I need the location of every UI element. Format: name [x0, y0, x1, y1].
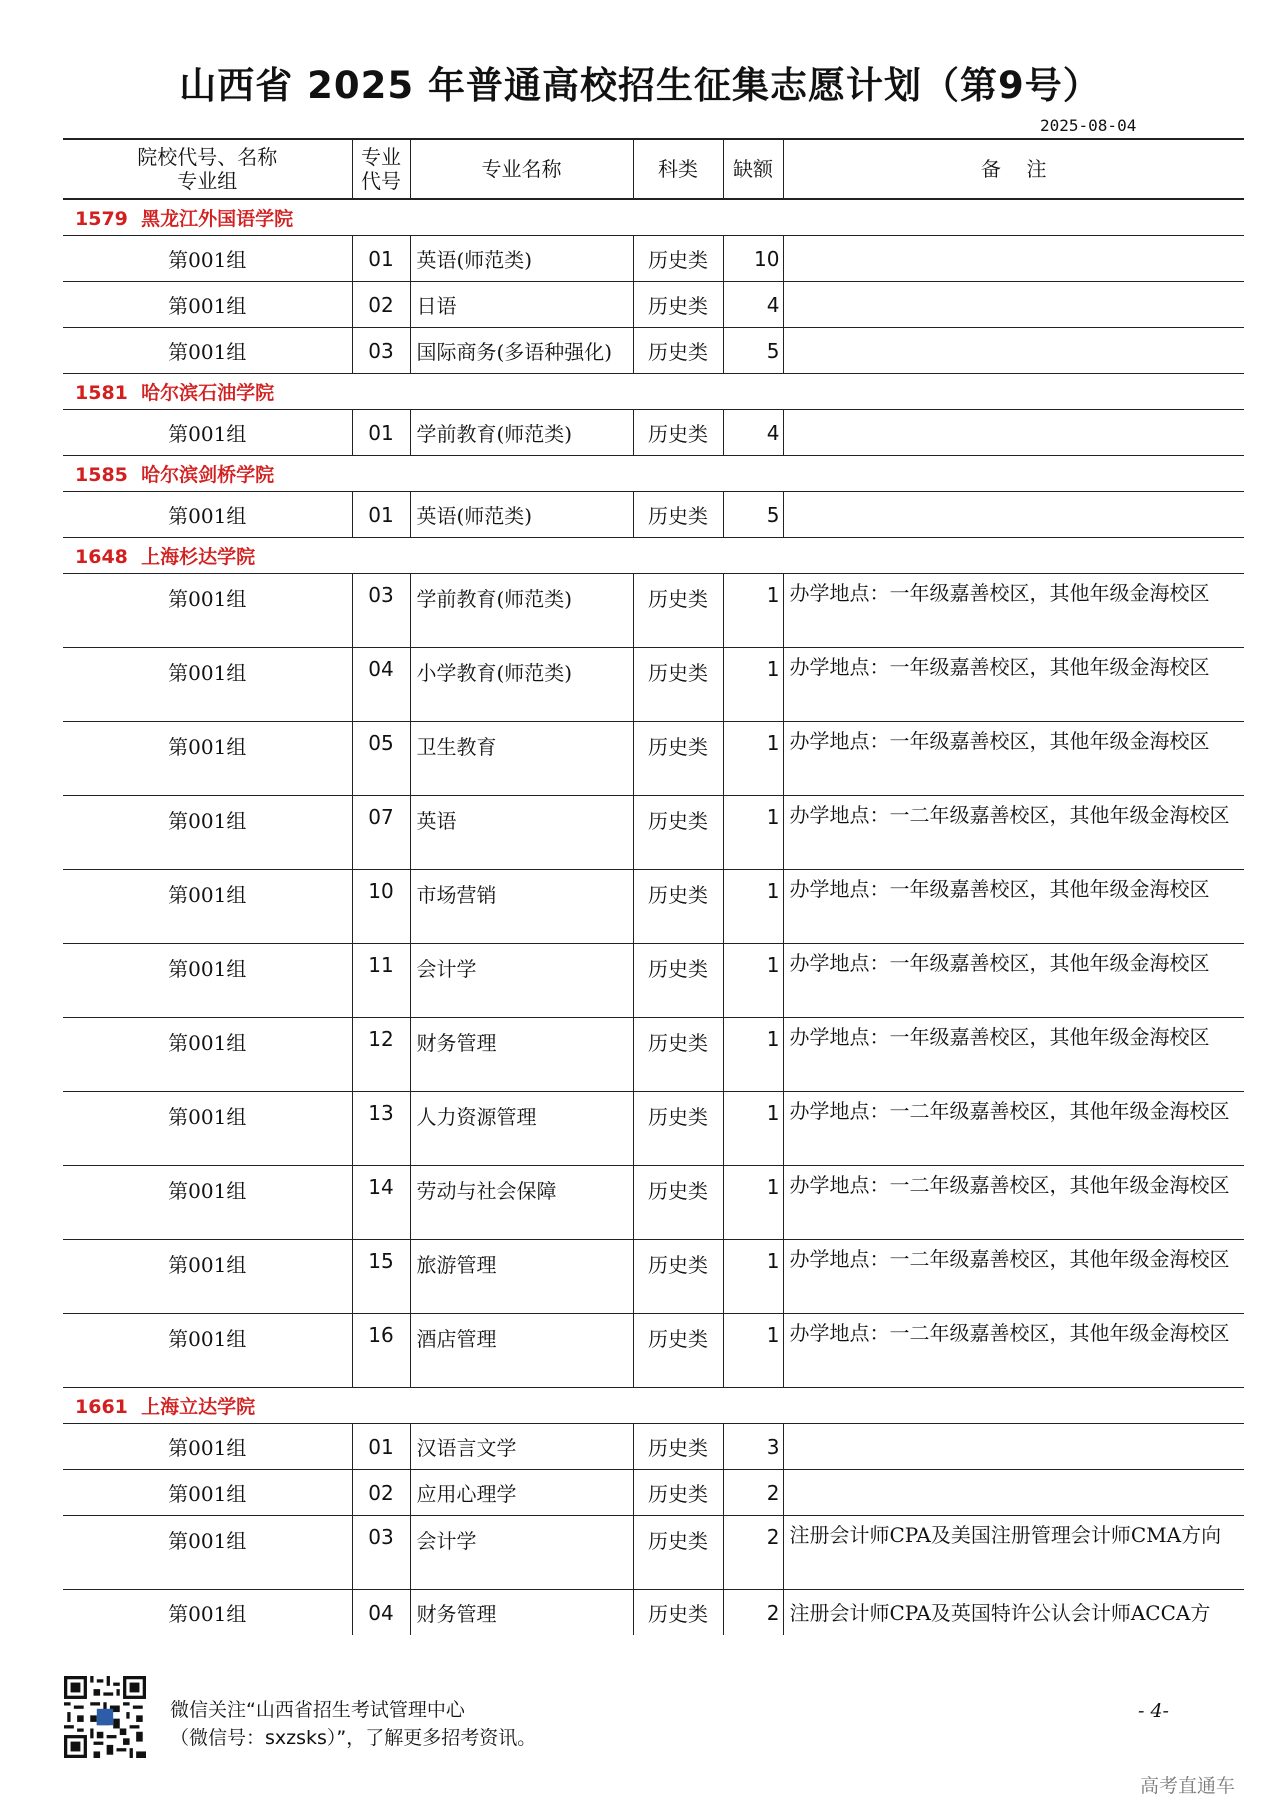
cell-quota: 10	[723, 236, 783, 282]
cell-group: 第001组	[63, 328, 352, 374]
cell-major-code: 15	[352, 1240, 410, 1314]
cell-major-name: 学前教育(师范类)	[410, 574, 633, 648]
cell-group: 第001组	[63, 1092, 352, 1166]
cell-group: 第001组	[63, 944, 352, 1018]
footer-wechat-notice	[170, 1696, 536, 1752]
cell-major-code: 02	[352, 282, 410, 328]
table-row	[63, 1240, 1244, 1314]
cell-major-code: 03	[352, 574, 410, 648]
footer-line-2: （微信号：sxzsks）”，了解更多招考资讯。	[170, 1727, 537, 1749]
cell-quota: 1	[723, 1092, 783, 1166]
table-row	[63, 722, 1244, 796]
header-major-name: 专业名称	[410, 139, 633, 199]
table-row	[63, 492, 1244, 538]
cell-category: 历史类	[633, 574, 723, 648]
cell-group: 第001组	[63, 1314, 352, 1388]
cell-major-name: 人力资源管理	[410, 1092, 633, 1166]
school-heading-label: 1661 上海立达学院	[63, 1388, 1244, 1424]
table-row	[63, 410, 1244, 456]
school-heading	[63, 456, 1244, 492]
cell-group: 第001组	[63, 648, 352, 722]
cell-quota: 4	[723, 410, 783, 456]
cell-note: 办学地点：一年级嘉善校区，其他年级金海校区	[783, 944, 1244, 1018]
table-row	[63, 574, 1244, 648]
table-row	[63, 1166, 1244, 1240]
cell-major-code: 10	[352, 870, 410, 944]
cell-note	[783, 492, 1244, 538]
cell-note: 办学地点：一二年级嘉善校区，其他年级金海校区	[783, 1240, 1244, 1314]
cell-category: 历史类	[633, 236, 723, 282]
cell-major-code: 02	[352, 1470, 410, 1516]
cell-category: 历史类	[633, 328, 723, 374]
cell-category: 历史类	[633, 492, 723, 538]
cell-major-name: 旅游管理	[410, 1240, 633, 1314]
cell-category: 历史类	[633, 1516, 723, 1590]
cell-major-name: 英语	[410, 796, 633, 870]
enrollment-plan-table	[63, 138, 1244, 1635]
cell-quota: 1	[723, 1166, 783, 1240]
cell-major-name: 市场营销	[410, 870, 633, 944]
page-title: 山西省 2025 年普通高校招生征集志愿计划（第9号）	[179, 64, 1101, 107]
school-heading	[63, 374, 1244, 410]
cell-group: 第001组	[63, 410, 352, 456]
cell-category: 历史类	[633, 410, 723, 456]
school-heading	[63, 538, 1244, 574]
cell-note: 办学地点：一二年级嘉善校区，其他年级金海校区	[783, 796, 1244, 870]
cell-major-name: 国际商务(多语种强化)	[410, 328, 633, 374]
cell-category: 历史类	[633, 648, 723, 722]
cell-group: 第001组	[63, 492, 352, 538]
cell-category: 历史类	[633, 1424, 723, 1470]
cell-group: 第001组	[63, 1470, 352, 1516]
cell-category: 历史类	[633, 944, 723, 1018]
cell-note: 注册会计师CPA及英国特许公认会计师ACCA方	[783, 1590, 1244, 1636]
cell-category: 历史类	[633, 870, 723, 944]
header-quota: 缺额	[723, 139, 783, 199]
cell-note	[783, 1424, 1244, 1470]
cell-major-name: 汉语言文学	[410, 1424, 633, 1470]
cell-group: 第001组	[63, 1018, 352, 1092]
cell-major-code: 04	[352, 648, 410, 722]
cell-quota: 2	[723, 1516, 783, 1590]
cell-major-code: 07	[352, 796, 410, 870]
cell-major-code: 01	[352, 236, 410, 282]
cell-note: 办学地点：一年级嘉善校区，其他年级金海校区	[783, 1018, 1244, 1092]
cell-group: 第001组	[63, 1166, 352, 1240]
school-heading-label: 1585 哈尔滨剑桥学院	[63, 456, 1244, 492]
cell-quota: 1	[723, 870, 783, 944]
cell-group: 第001组	[63, 282, 352, 328]
cell-quota: 4	[723, 282, 783, 328]
cell-major-name: 小学教育(师范类)	[410, 648, 633, 722]
cell-category: 历史类	[633, 1590, 723, 1636]
table-row	[63, 1314, 1244, 1388]
cell-quota: 1	[723, 796, 783, 870]
cell-major-name: 英语(师范类)	[410, 236, 633, 282]
cell-category: 历史类	[633, 1470, 723, 1516]
school-heading	[63, 1388, 1244, 1424]
cell-category: 历史类	[633, 1240, 723, 1314]
cell-quota: 2	[723, 1590, 783, 1636]
cell-quota: 2	[723, 1470, 783, 1516]
school-heading	[63, 199, 1244, 236]
cell-quota: 1	[723, 1018, 783, 1092]
cell-note: 办学地点：一二年级嘉善校区，其他年级金海校区	[783, 1092, 1244, 1166]
cell-major-name: 应用心理学	[410, 1470, 633, 1516]
cell-quota: 1	[723, 648, 783, 722]
cell-major-name: 劳动与社会保障	[410, 1166, 633, 1240]
table-row	[63, 328, 1244, 374]
table-row	[63, 1470, 1244, 1516]
cell-major-name: 卫生教育	[410, 722, 633, 796]
cell-major-code: 14	[352, 1166, 410, 1240]
cell-major-name: 日语	[410, 282, 633, 328]
cell-quota: 1	[723, 944, 783, 1018]
cell-major-name: 学前教育(师范类)	[410, 410, 633, 456]
header-category: 科类	[633, 139, 723, 199]
cell-category: 历史类	[633, 796, 723, 870]
page-number: - 4-	[1138, 1700, 1169, 1722]
cell-quota: 1	[723, 1314, 783, 1388]
cell-category: 历史类	[633, 1314, 723, 1388]
cell-note	[783, 236, 1244, 282]
table-row	[63, 1424, 1244, 1470]
cell-note	[783, 328, 1244, 374]
cell-category: 历史类	[633, 1166, 723, 1240]
cell-major-code: 01	[352, 410, 410, 456]
cell-major-code: 01	[352, 492, 410, 538]
table-row	[63, 1516, 1244, 1590]
cell-category: 历史类	[633, 1018, 723, 1092]
cell-note	[783, 410, 1244, 456]
cell-major-code: 16	[352, 1314, 410, 1388]
cell-major-name: 会计学	[410, 1516, 633, 1590]
qr-code-icon[interactable]	[64, 1676, 146, 1758]
cell-note: 办学地点：一年级嘉善校区，其他年级金海校区	[783, 648, 1244, 722]
cell-note: 办学地点：一年级嘉善校区，其他年级金海校区	[783, 722, 1244, 796]
cell-group: 第001组	[63, 870, 352, 944]
header-major-code: 专业 代号	[352, 139, 410, 199]
cell-note: 办学地点：一年级嘉善校区，其他年级金海校区	[783, 870, 1244, 944]
cell-quota: 5	[723, 328, 783, 374]
cell-category: 历史类	[633, 282, 723, 328]
cell-note: 办学地点：一二年级嘉善校区，其他年级金海校区	[783, 1314, 1244, 1388]
footer-line-1: 微信关注“山西省招生考试管理中心	[170, 1699, 465, 1721]
table-row	[63, 236, 1244, 282]
school-heading-label: 1581 哈尔滨石油学院	[63, 374, 1244, 410]
cell-group: 第001组	[168, 1602, 247, 1626]
cell-category: 历史类	[633, 1092, 723, 1166]
cell-group: 第001组	[63, 1516, 352, 1590]
publish-date: 2025-08-04	[1040, 116, 1137, 135]
cell-note: 办学地点：一年级嘉善校区，其他年级金海校区	[783, 574, 1244, 648]
cell-note: 注册会计师CPA及美国注册管理会计师CMA方向	[783, 1516, 1244, 1590]
cell-category: 历史类	[633, 722, 723, 796]
cell-major-name: 英语(师范类)	[410, 492, 633, 538]
cell-group: 第001组	[63, 722, 352, 796]
cell-major-name: 财务管理	[410, 1590, 633, 1636]
cell-major-code: 05	[352, 722, 410, 796]
table-row	[63, 282, 1244, 328]
cell-major-name: 财务管理	[410, 1018, 633, 1092]
cell-quota: 3	[723, 1424, 783, 1470]
cell-note	[783, 1470, 1244, 1516]
cell-group: 第001组	[63, 796, 352, 870]
cell-major-code: 01	[352, 1424, 410, 1470]
table-row	[63, 944, 1244, 1018]
cell-major-code: 12	[352, 1018, 410, 1092]
table-row	[63, 796, 1244, 870]
cell-group: 第001组	[63, 1424, 352, 1470]
cell-major-code: 04	[352, 1590, 410, 1636]
cell-major-code: 03	[352, 328, 410, 374]
cell-major-name: 会计学	[410, 944, 633, 1018]
cell-quota: 1	[723, 722, 783, 796]
header-note: 备 注	[783, 139, 1244, 199]
table-header	[63, 139, 1244, 199]
cell-group: 第001组	[63, 574, 352, 648]
cell-major-code: 03	[352, 1516, 410, 1590]
table-row	[63, 1018, 1244, 1092]
school-heading-label: 1648 上海杉达学院	[63, 538, 1244, 574]
cell-note	[783, 282, 1244, 328]
header-school-group: 院校代号、名称 专业组	[63, 139, 352, 199]
cell-group: 第001组	[63, 1240, 352, 1314]
watermark-text: 高考直通车	[1140, 1775, 1236, 1797]
school-heading-label: 1579 黑龙江外国语学院	[63, 199, 1244, 236]
cell-group: 第001组	[63, 236, 352, 282]
cell-quota: 1	[723, 1240, 783, 1314]
table-row	[63, 1590, 1244, 1636]
cell-major-code: 13	[352, 1092, 410, 1166]
cell-major-code: 11	[352, 944, 410, 1018]
cell-note: 办学地点：一二年级嘉善校区，其他年级金海校区	[783, 1166, 1244, 1240]
cell-quota: 1	[723, 574, 783, 648]
table-row	[63, 648, 1244, 722]
cell-quota: 5	[723, 492, 783, 538]
table-row	[63, 1092, 1244, 1166]
cell-major-name: 酒店管理	[410, 1314, 633, 1388]
table-row	[63, 870, 1244, 944]
